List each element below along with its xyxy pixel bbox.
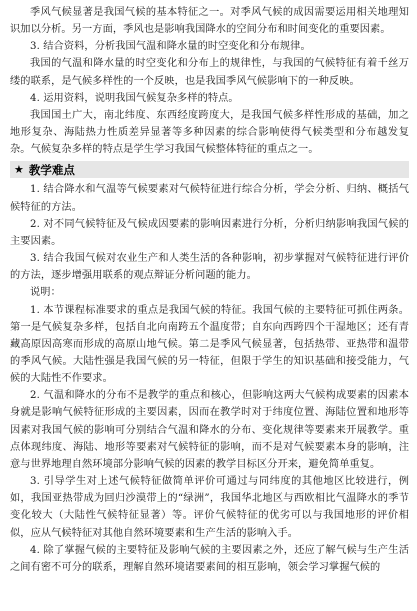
paragraph-monsoon-intro: 季风气候显著是我国气候的基本特征之一。对季风气候的成因需要运用相关地理知识加以分析。另一方面，季风也是影响我国降水的空间分布和时间变化的重要因素。 — [10, 7, 409, 36]
note-item-3: 3. 引导学生对上述气候特征做简单评价可通过与同纬度的其他地区比较进行，例如，我国亚热带成为回归沙漠带上的“绿洲”，我国华北地区与西欧相比气温降水的季节变化较大（大陆性气候特征显著）等。评价气候特征的优劣可以与我国地形的评价相似，应从气候特征对其他自然环境要素和生产生活的影响入手。 — [10, 476, 409, 539]
objective-3-heading: 3. 结合资料，分析我国气温和降水量的时空变化和分布规律。 — [30, 41, 311, 53]
note-item-1: 1. 本节课程标准要求的重点是我国气候的特征。我国气候的主要特征可抓住两条。第一是气候复杂多样，包括自北向南跨五个温度带；自东向西跨四个干湿地区；还有青藏高原因高寒而形成的高原山地气候。第二是季风气候显著，包括热带、亚热带和温带的季风气候。大陆性强是我国气候的另一特征，但限于学生的知识基础和接受能力，气候的大陆性不作要求。 — [10, 304, 409, 385]
paragraph-diversity: 我国国土广大，南北纬度、东西经度跨度大，是我国气候多样性形成的基础，加之地形复杂、海陆热力性质差异显著等多种因素的综合影响使得气候类型和分布越发复杂。气候复杂多样的特点是学生学习我国气候整体特征的重点之一。 — [10, 109, 409, 156]
document-page — [10, 4, 409, 576]
objective-4-heading: 4. 运用资料，说明我国气候复杂多样的特点。 — [30, 92, 239, 104]
section-header-teaching-difficulties — [10, 161, 409, 178]
section-title: 教学难点 — [28, 162, 75, 177]
star-icon: ★ — [14, 163, 24, 177]
paragraph-temp-precip: 我国的气温和降水量的时空变化和分布上的规律性，与我国的气候特征有着千丝万缕的联系，是气候多样性的一个反映，也是我国季风气候影响下的一种反映。 — [10, 58, 409, 87]
difficulty-item-3: 3. 结合我国气候对农业生产和人类生活的各种影响，初步掌握对气候特征进行评价的方法，逐步增强用联系的观点辩证分析问题的能力。 — [10, 253, 409, 282]
notes-label: 说明： — [30, 287, 61, 299]
difficulty-item-2: 2. 对不同气候特征及气候成因要素的影响因素进行分析，分析归纳影响我国气候的主要因素。 — [10, 218, 409, 247]
note-item-2: 2. 气温和降水的分布不是教学的重点和核心，但影响这两大气候构成要素的因素本身就是影响气候特征形成的主要因素，因而在教学时对于纬度位置、海陆位置和地形等因素对我国气候的影响可分别结合气温和降水的分布、变化规律等要素来开展教学。重点体现纬度、海陆、地形等要素对气候特征的影响，而不是对气候要素本身的影响，注意与世界地理自然环境部分影响气候的因素的教学目标区分开来，避免简单重复。 — [10, 390, 409, 470]
note-item-4: 4. 除了掌握气候的主要特征及影响气候的主要因素之外，还应了解气候与生产生活之间有密不可分的联系，理解自然环境诸要素间的相互影响，领会学习掌握气候的 — [10, 544, 409, 573]
difficulty-item-1: 1. 结合降水和气温等气候要素对气候特征进行综合分析，学会分析、归纳、概括气候特征的方法。 — [10, 184, 409, 213]
